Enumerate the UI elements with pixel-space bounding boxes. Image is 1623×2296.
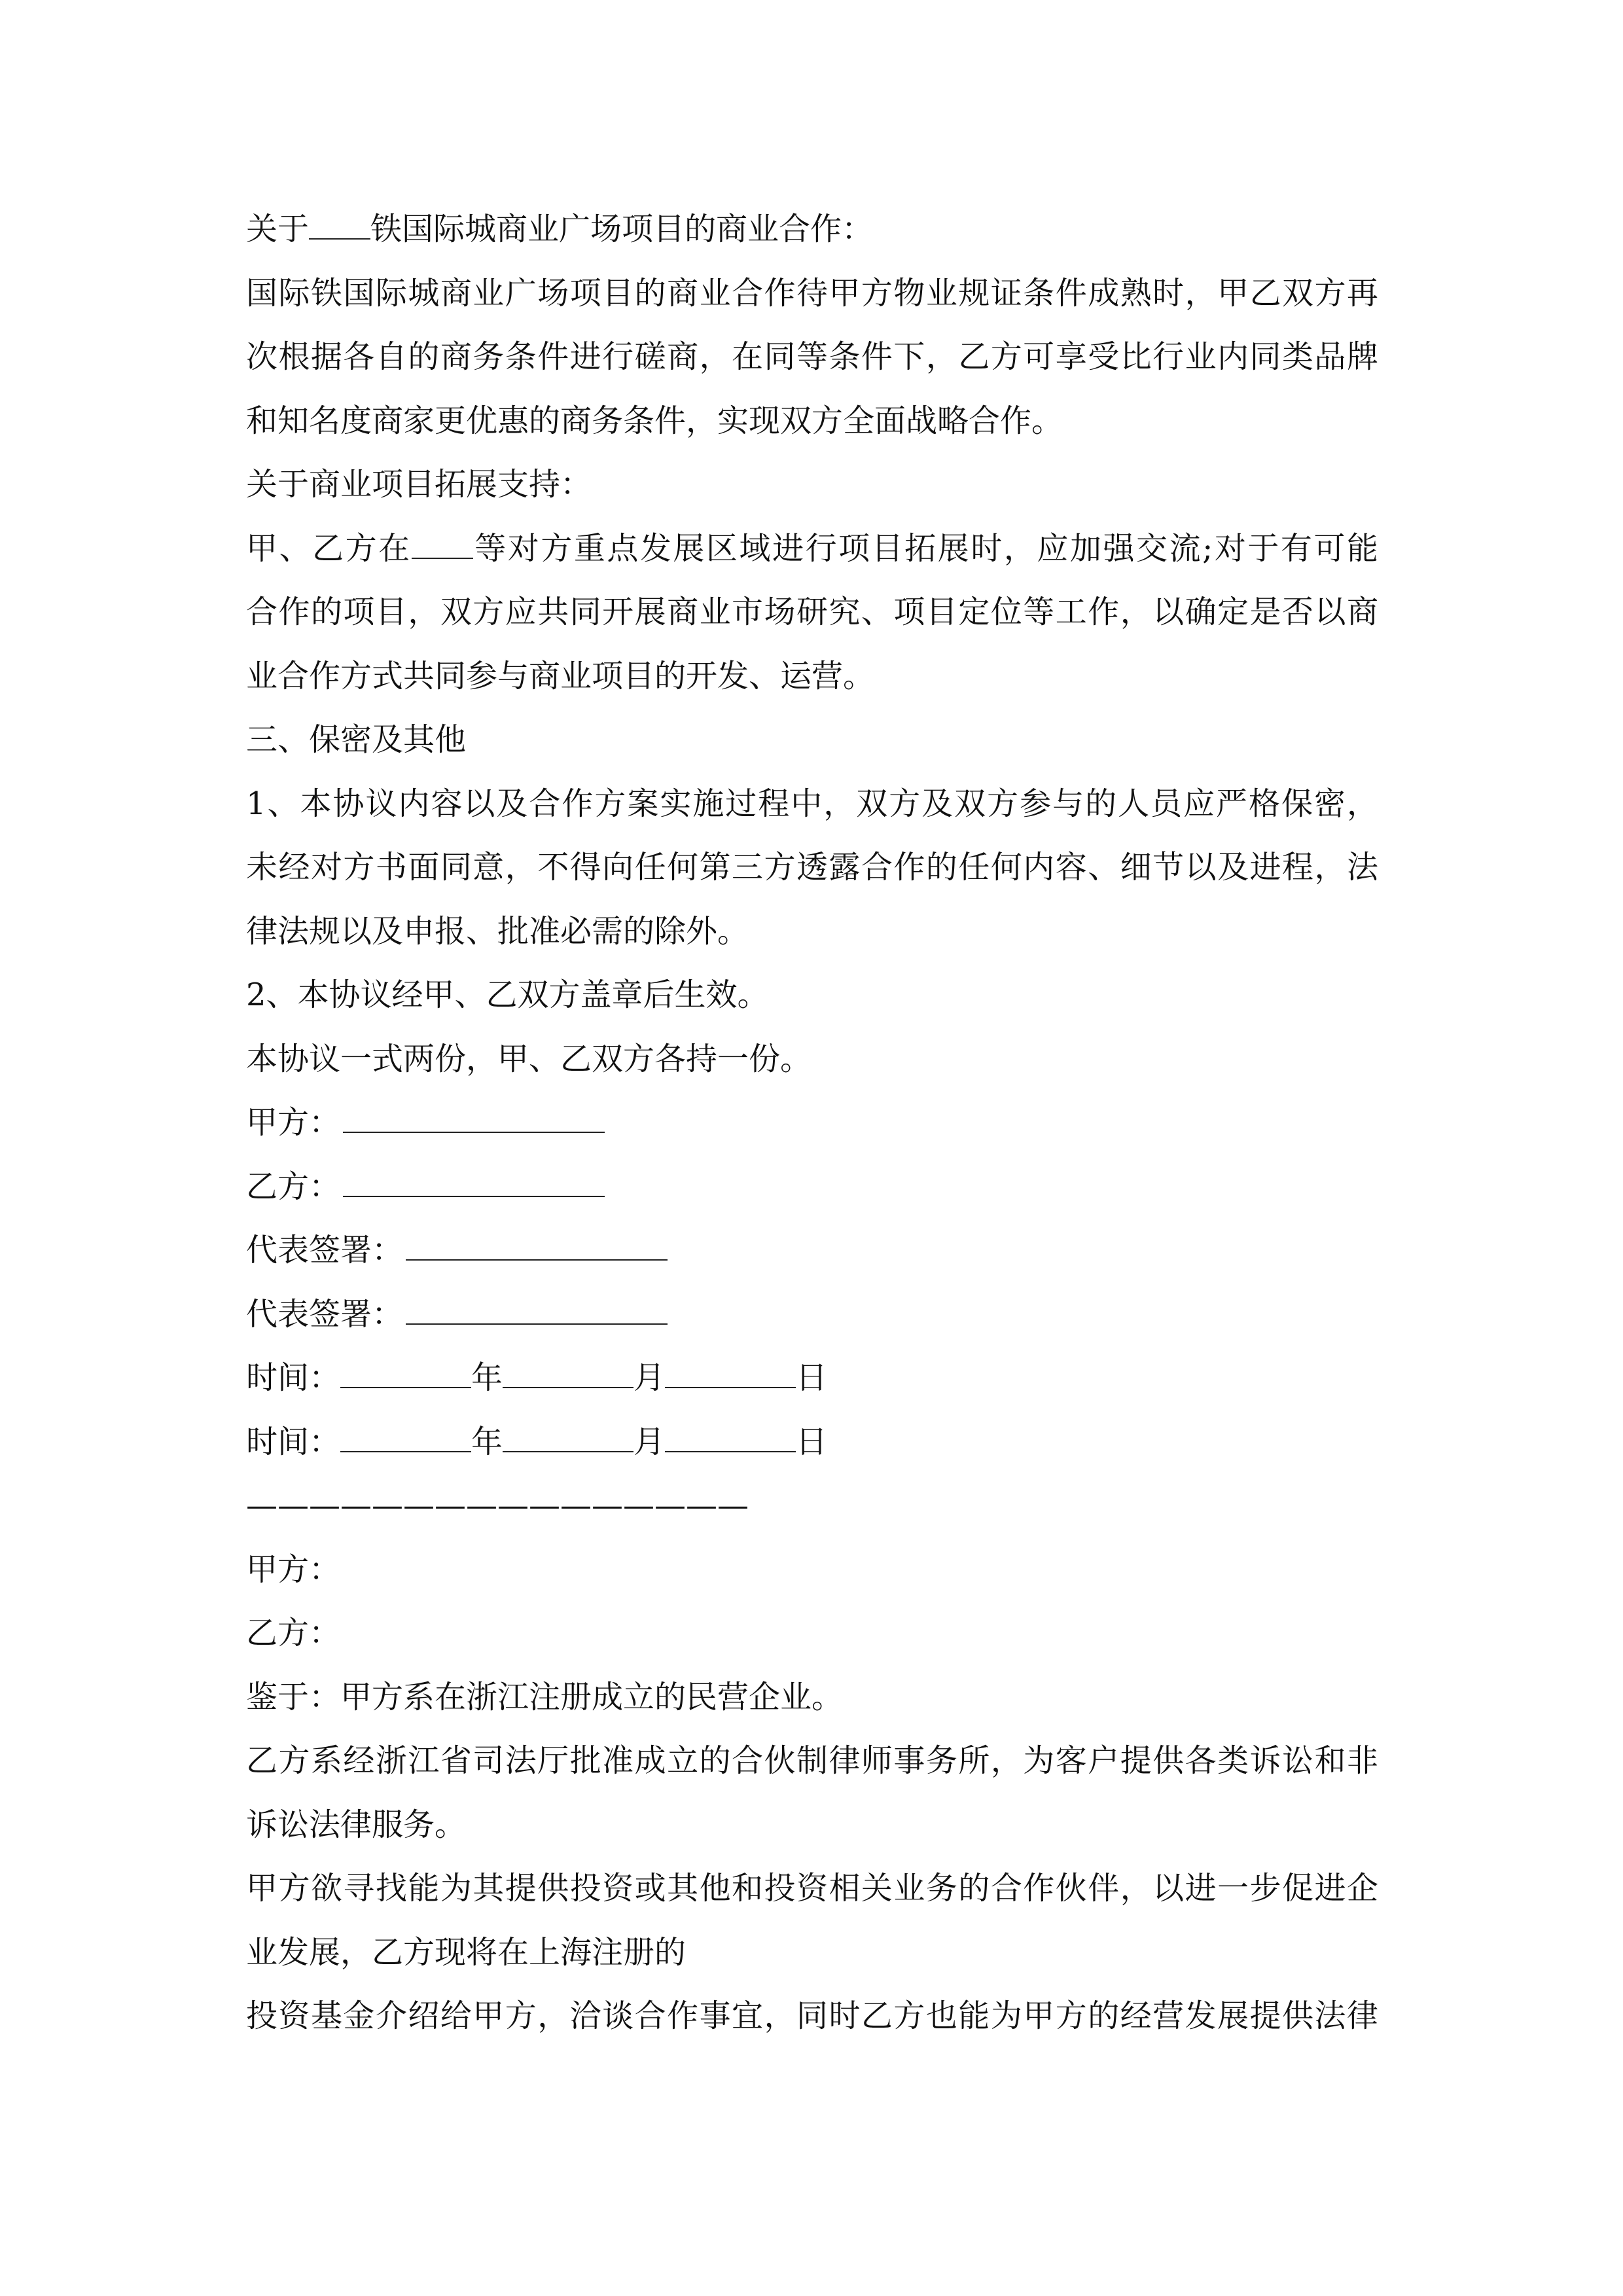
paragraph-line: 国际铁国际城商业广场项目的商业合作待甲方物业规证条件成熟时，甲乙双方再 <box>246 274 1378 312</box>
paragraph-line: 投资基金介绍给甲方，洽谈合作事宜，同时乙方也能为甲方的经营发展提供法律 <box>246 1998 1378 2034</box>
text: 等对方重点发展区域进行项目拓展时，应加强交流;对于有可能 <box>473 529 1378 567</box>
paragraph-line <box>246 517 1378 581</box>
paragraph-line: 乙方系经浙江省司法厅批准成立的合伙制律师事务所，为客户提供各类诉讼和非 <box>246 1742 1378 1779</box>
whereas-line: 鉴于：甲方系在浙江注册成立的民营企业。 <box>246 1678 844 1715</box>
label: 乙方： <box>246 1168 341 1205</box>
paragraph-line: 甲方欲寻找能为其提供投资或其他和投资相关业务的合作伙伴，以进一步促进企 <box>246 1870 1378 1907</box>
heading-expansion: 关于商业项目拓展支持： <box>246 466 592 503</box>
paragraph-line: 业发展，乙方现将在上海注册的 <box>246 1933 687 1971</box>
label: 年 <box>471 1423 503 1460</box>
blank-field <box>309 198 370 240</box>
month-field <box>503 1410 633 1452</box>
paragraph-line: 未经对方书面同意，不得向任何第三方透露合作的任何内容、细节以及进程，法 <box>246 849 1378 886</box>
blank-field <box>412 517 473 559</box>
text: 关于 <box>246 211 310 247</box>
month-field <box>503 1346 633 1388</box>
party-b-signature <box>246 1155 1378 1219</box>
separator-line: ———————————————— <box>246 1487 749 1524</box>
document-page <box>246 198 1378 2049</box>
signature-field <box>343 1155 605 1197</box>
signature-field <box>406 1283 668 1325</box>
signature-field <box>406 1219 668 1261</box>
heading-section-three: 三、保密及其他 <box>246 721 467 758</box>
rep-signature <box>246 1219 1378 1283</box>
year-field <box>340 1346 471 1388</box>
party-a-label: 甲方： <box>246 1551 341 1588</box>
paragraph-line: 本协议一式两份，甲、乙双方各持一份。 <box>246 1040 812 1077</box>
day-field <box>665 1346 796 1388</box>
party-b-label: 乙方： <box>246 1615 341 1651</box>
text: 铁国际城商业广场项目的商业合作： <box>370 211 874 247</box>
label: 月 <box>633 1359 666 1396</box>
heading-commercial <box>246 198 1378 262</box>
date-line <box>246 1410 1378 1475</box>
paragraph-line: 1、本协议内容以及合作方案实施过程中，双方及双方参与的人员应严格保密， <box>246 785 1378 822</box>
paragraph-line: 次根据各自的商务条件进行磋商，在同等条件下，乙方可享受比行业内同类品牌 <box>246 338 1378 375</box>
label: 时间： <box>246 1359 341 1396</box>
label: 日 <box>796 1359 828 1396</box>
label: 代表签署： <box>246 1295 404 1333</box>
text: 甲、乙方在 <box>246 529 412 567</box>
signature-field <box>343 1091 605 1133</box>
day-field <box>665 1410 796 1452</box>
paragraph-line: 诉讼法律服务。 <box>246 1806 467 1843</box>
date-line <box>246 1346 1378 1410</box>
label: 时间： <box>246 1423 341 1460</box>
paragraph-line: 合作的项目，双方应共同开展商业市场研究、项目定位等工作，以确定是否以商 <box>246 594 1378 630</box>
party-a-signature <box>246 1091 1378 1155</box>
year-field <box>340 1410 471 1452</box>
paragraph-line: 业合作方式共同参与商业项目的开发、运营。 <box>246 657 875 694</box>
paragraph-line: 律法规以及申报、批准必需的除外。 <box>246 912 749 950</box>
rep-signature <box>246 1283 1378 1347</box>
label: 代表签署： <box>246 1232 404 1268</box>
label: 甲方： <box>246 1104 341 1141</box>
label: 日 <box>796 1423 828 1460</box>
label: 年 <box>471 1359 503 1396</box>
paragraph-line: 2、本协议经甲、乙双方盖章后生效。 <box>246 977 769 1013</box>
paragraph-line: 和知名度商家更优惠的商务条件，实现双方全面战略合作。 <box>246 402 1063 439</box>
label: 月 <box>633 1423 666 1460</box>
